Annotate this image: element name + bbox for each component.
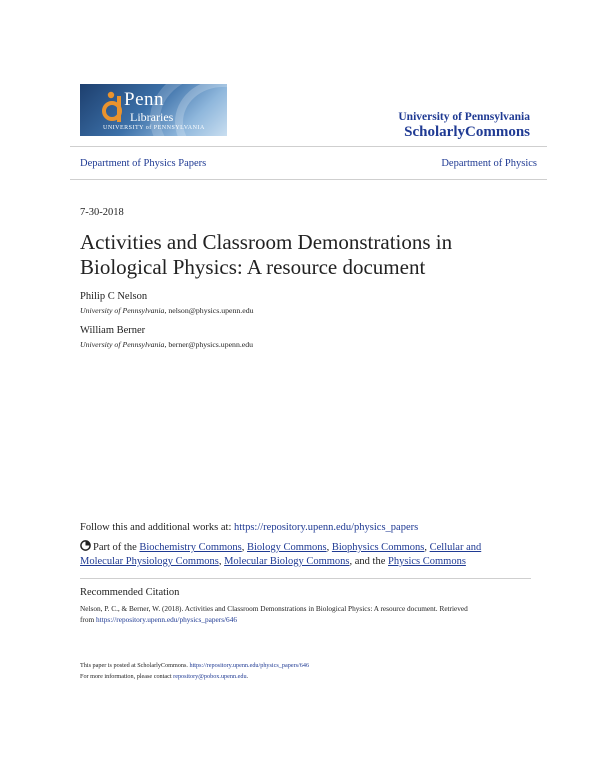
footer-period: . bbox=[246, 673, 249, 680]
citation-text: Nelson, P. C., & Berner, W. (2018). Activities and Classroom Demonstrations in Biological Physics: A resource document. Retrieved bbox=[80, 604, 468, 613]
citation-from-line bbox=[80, 614, 550, 625]
logo-libraries-text: Libraries bbox=[130, 110, 174, 124]
nav-physics-papers-link[interactable]: Department of Physics Papers bbox=[80, 158, 207, 169]
biophysics-commons-link[interactable]: Biophysics Commons bbox=[331, 542, 425, 553]
and-the: , and the bbox=[349, 556, 386, 567]
footer bbox=[80, 660, 309, 682]
footer-posted-link[interactable]: https://repository.upenn.edu/physics_papers/646 bbox=[189, 662, 310, 669]
footer-contact-text: For more information, please contact bbox=[80, 673, 172, 680]
physics-commons-link[interactable]: Physics Commons bbox=[388, 556, 466, 567]
part-of-prefix: Part of the bbox=[93, 542, 137, 553]
university-name[interactable]: University of Pennsylvania bbox=[398, 111, 530, 123]
follow-line bbox=[80, 522, 418, 533]
author-affiliation bbox=[80, 306, 254, 315]
citation-link[interactable]: https://repository.upenn.edu/physics_papers/646 bbox=[96, 615, 238, 624]
footer-contact-email[interactable]: repository@pobox.upenn.edu bbox=[173, 673, 247, 680]
author-email[interactable]: nelson@physics.upenn.edu bbox=[168, 306, 254, 315]
part-of-line bbox=[80, 540, 520, 569]
comma: , bbox=[326, 542, 330, 553]
paper-title: Activities and Classroom Demonstrations in Biological Physics: A resource document bbox=[80, 230, 453, 279]
biology-commons-link[interactable]: Biology Commons bbox=[247, 542, 327, 553]
nav-divider bbox=[70, 179, 547, 180]
affil-sep: , bbox=[164, 306, 169, 315]
follow-label: Follow this and additional works at: bbox=[80, 522, 232, 533]
penn-a-mark-icon bbox=[102, 90, 122, 124]
repository-link[interactable]: https://repository.upenn.edu/physics_papers bbox=[234, 522, 419, 533]
cellular-molecular-physiology-commons-link[interactable]: Cellular and Molecular Physiology Commons bbox=[80, 542, 482, 567]
citation-divider bbox=[80, 578, 531, 579]
publication-date: 7-30-2018 bbox=[80, 207, 124, 218]
author-name: Philip C Nelson bbox=[80, 291, 148, 302]
affil-sep: , bbox=[164, 340, 169, 349]
citation-from: from bbox=[80, 615, 95, 624]
author-institution: University of Pennsylvania bbox=[80, 340, 165, 349]
biochemistry-commons-link[interactable]: Biochemistry Commons bbox=[139, 542, 242, 553]
comma: , bbox=[241, 542, 245, 553]
penn-libraries-logo[interactable] bbox=[80, 84, 227, 136]
citation-heading: Recommended Citation bbox=[80, 587, 180, 598]
author-name: William Berner bbox=[80, 325, 146, 336]
citation-body bbox=[80, 603, 550, 625]
comma: , bbox=[218, 556, 222, 567]
author-institution: University of Pennsylvania bbox=[80, 306, 165, 315]
header-divider bbox=[70, 146, 547, 147]
footer-contact-line bbox=[80, 671, 309, 682]
author-email[interactable]: berner@physics.upenn.edu bbox=[168, 340, 254, 349]
footer-posted-line bbox=[80, 660, 309, 671]
comma: , bbox=[424, 542, 427, 553]
logo-penn-text: Penn bbox=[124, 89, 164, 110]
open-access-icon bbox=[80, 540, 91, 551]
scholarly-commons-title[interactable]: ScholarlyCommons bbox=[404, 124, 530, 140]
molecular-biology-commons-link[interactable]: Molecular Biology Commons bbox=[224, 556, 350, 567]
footer-posted-text: This paper is posted at ScholarlyCommons. bbox=[80, 662, 188, 669]
logo-university-text: UNIVERSITY of PENNSYLVANIA bbox=[103, 125, 205, 131]
author-affiliation bbox=[80, 340, 253, 349]
nav-physics-department-link[interactable]: Department of Physics bbox=[441, 158, 537, 169]
